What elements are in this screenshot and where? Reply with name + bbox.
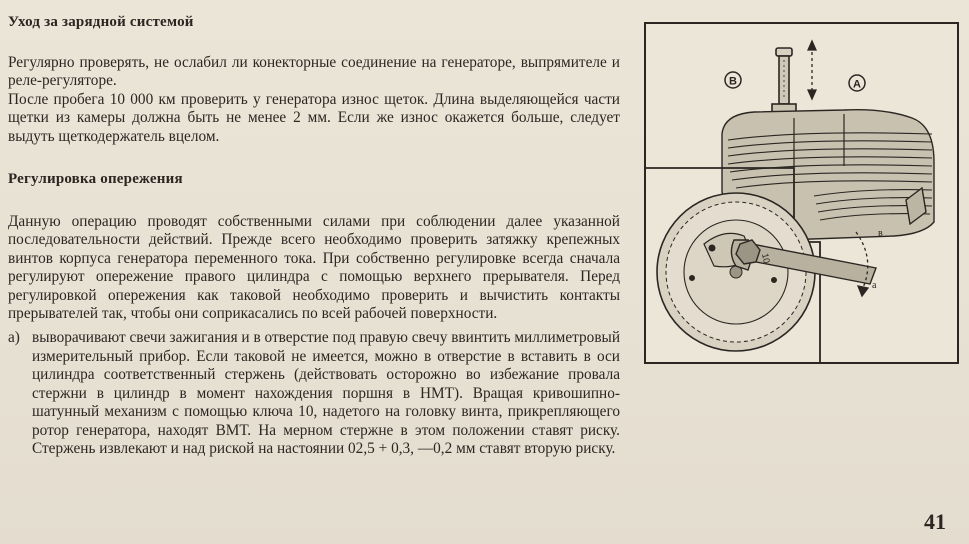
engine-illustration (644, 22, 959, 364)
wrench-size-label: 10 (760, 252, 772, 265)
list-marker: а) (8, 329, 20, 347)
list-item-text: выворачивают свечи зажигания и в отверстие под правую свечу ввинтить миллиметровый измерительный прибор. Если таковой не имеется, можно в отверстие в вставить в оси цилиндра соответственный стержень (действовать осторожно во избежание провала стержни в цилиндр в момент нахождения поршня в НМТ). Вращая кривошипно-шатунный механизм с помощью ключа 10, надетого на головку винта, прикрепляющего ротор генератора, находят ВМТ. На мерном стержне в этом положении ставят риску. Стержень извлекают и над риской на настоянии 02,5 + 0,3, —0,2 мм ставят вторую риску. (32, 329, 621, 457)
paragraph-connectors: Регулярно проверять, не ослабил ли конекторные соединение на генераторе, выпрямителе и реле-регуляторе. (8, 54, 620, 90)
arrow-label-a: а (872, 280, 877, 291)
section-title-timing-adjustment: Регулировка опережения (8, 171, 183, 188)
section-title-charging-system: Уход за зарядной системой (8, 14, 194, 30)
page-number: 41 (924, 509, 946, 534)
arrow-label-b: в (878, 228, 883, 239)
generator-rotor (657, 193, 815, 351)
paragraph-brush-wear: После пробега 10 000 км проверить у генератора износ щеток. Длина выделяющейся части щетки из камеры должна быть не менее 2 мм. Если же износ окажется больше, следует выдуть щеткодержатель вцелом. (8, 90, 620, 145)
list-item-a (8, 329, 620, 458)
text-column (8, 12, 620, 458)
paragraph-timing-procedure: Данную операцию проводят собственными силами при соблюдении далее указанной последовательности действий. Прежде всего необходимо проверить затяжку крепежных винтов корпуса генератора переменного тока. При собственно регулировке всегда сначала регулируют опережение правого цилиндра с помощью верхнего прерывателя. Перед регулировкой опережения как таковой необходимо проверить и вычистить контакты прерывателей так, чтобы они соприкасались по всей рабочей поверхности. (8, 213, 620, 323)
label-b: B (729, 75, 737, 88)
label-a: A (853, 78, 861, 91)
